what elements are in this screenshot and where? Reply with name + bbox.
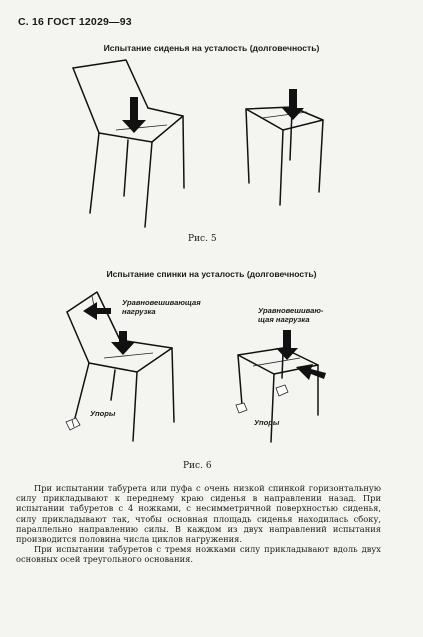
- body-text: [16, 483, 381, 565]
- section-title-back-test: Испытание спинки на усталость (долговечность): [106, 269, 317, 279]
- label-balance-left-line2: нагрузка: [122, 307, 156, 316]
- body-paragraph: При испытании табуретов с тремя ножками силу прикладывают вдоль двух основных осей треугольного основания.: [16, 544, 381, 565]
- page-header: С. 16 ГОСТ 12029—93: [18, 16, 132, 28]
- section-title-seat-test: Испытание сиденья на усталость (долговечность): [103, 43, 320, 53]
- body-paragraph: При испытании табурета или пуфа с очень низкой спинкой горизонтальную силу прикладывают к переднему краю сиденья в направлении назад. При испытании табуретов с 4 ножками, с несимметричной поверхностью сиденья, силу прикладывают так, чтобы основная площадь сиденья находилась сбоку, параллельно направлению силы. В каждом из двух направлений испытания производится половина числа циклов нагружения.: [16, 483, 381, 545]
- label-balance-load-right: [258, 306, 323, 324]
- label-balance-right-line2: щая нагрузка: [258, 315, 310, 324]
- figure-5-caption: Рис. 5: [188, 234, 217, 244]
- figure-6-caption: Рис. 6: [183, 461, 212, 471]
- label-stops-left: Упоры: [90, 409, 116, 418]
- label-balance-right-line1: Уравновешиваю-: [258, 306, 324, 315]
- label-stops-right: Упоры: [254, 418, 280, 427]
- label-balance-left-line1: Уравновешивающая: [122, 298, 201, 307]
